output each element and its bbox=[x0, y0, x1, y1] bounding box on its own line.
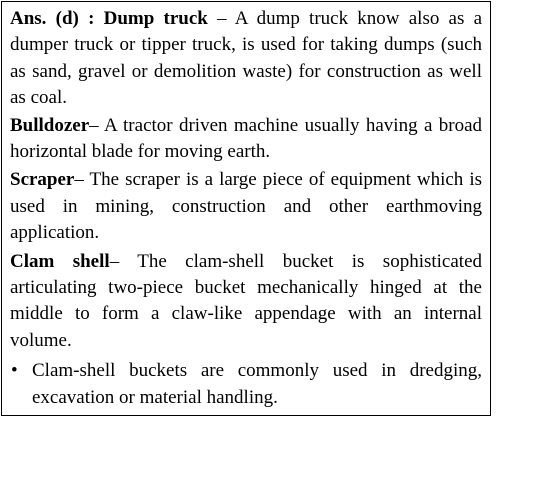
dump-truck-paragraph bbox=[10, 6, 482, 112]
answer-box bbox=[1, 1, 491, 416]
dump-truck-text: – A dump truck know also as a dumper truck or tipper truck, is used for taking dumps (such as sand, gravel or demolition waste) for construction as well as coal. bbox=[10, 8, 483, 109]
clam-shell-paragraph bbox=[10, 249, 482, 355]
scraper-paragraph bbox=[10, 167, 482, 246]
bulldozer-term: Bulldozer bbox=[10, 114, 90, 136]
scraper-term: Scraper bbox=[10, 169, 75, 191]
clam-shell-text: – The clam-shell bucket is sophisticated articulating two-piece bucket mechanically hinged at the middle to form a claw-like appendage with an internal volume. bbox=[10, 250, 483, 351]
bulldozer-paragraph bbox=[10, 113, 482, 166]
dump-truck-term: Ans. (d) : Dump truck bbox=[10, 8, 208, 29]
list-item bbox=[10, 358, 482, 411]
bullet-list bbox=[10, 358, 482, 411]
bulldozer-text: – A tractor driven machine usually having a broad horizontal blade for moving earth. bbox=[10, 114, 482, 163]
scraper-text: – The scraper is a large piece of equipment which is used in mining, construction and other earthmoving application. bbox=[10, 169, 482, 244]
bullet-text: Clam-shell buckets are commonly used in dredging, excavation or material handling. bbox=[32, 360, 482, 408]
clam-shell-term: Clam shell bbox=[10, 250, 110, 272]
bullet-marker: • bbox=[11, 360, 18, 382]
